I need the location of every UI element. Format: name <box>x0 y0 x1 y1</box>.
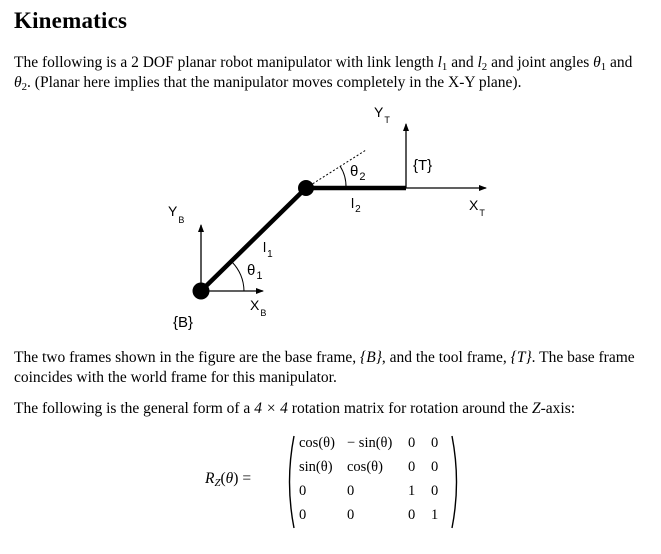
var-l2-sub: 2 <box>481 61 488 73</box>
matrix-cell: 1 <box>431 507 439 523</box>
matrix-cell: 0 <box>347 507 355 523</box>
rotation-matrix-equation <box>205 434 465 530</box>
link2-label: $l_2$ <box>351 195 361 215</box>
frame-b-ref: {B} <box>360 349 382 366</box>
matrix-dimension: 4 × 4 <box>254 400 288 417</box>
frames-text-2: , and the tool frame, <box>381 349 511 366</box>
matrix-cell: sin(θ) <box>299 459 333 475</box>
matrix-cell: 0 <box>299 483 307 499</box>
tool-frame-label: {T} <box>413 157 433 174</box>
var-theta2-sub: 2 <box>21 81 28 93</box>
var-l1-sub: 1 <box>441 61 448 73</box>
matrix-cell: 0 <box>408 507 416 523</box>
rotation-text-2: rotation matrix for rotation around the <box>287 400 532 417</box>
matrix-cell: 0 <box>431 459 439 475</box>
intro-text-5: . (Planar here implies that the manipulator moves completely in the X-Y plane). <box>27 74 522 91</box>
var-theta1: θ <box>593 54 601 71</box>
frames-text-1: The two frames shown in the figure are the base frame, <box>14 349 361 366</box>
matrix-cell: cos(θ) <box>347 459 383 475</box>
rotation-matrix <box>285 434 461 530</box>
intro-text-4: and <box>606 54 633 71</box>
matrix-cell: 0 <box>299 507 307 523</box>
link1-label: $l_1$ <box>263 239 273 260</box>
theta2-label: $\theta_2$ <box>350 163 366 183</box>
matrix-cell: 0 <box>408 459 416 475</box>
intro-text-3: and joint angles <box>487 54 594 71</box>
theta1-arc <box>232 262 244 291</box>
frames-paragraph <box>14 348 648 388</box>
var-l1: l <box>437 54 442 71</box>
frame-t-ref: {T} <box>510 349 532 366</box>
matrix-cell: 0 <box>347 483 355 499</box>
matrix-cell: 0 <box>408 435 416 451</box>
matrix-cell: − sin(θ) <box>347 435 393 451</box>
axis-ref: Z <box>531 400 541 417</box>
rotation-text-1: The following is the general form of a <box>14 400 255 417</box>
tool-y-label: $Y_T$ <box>374 104 390 125</box>
base-frame-label: {B} <box>173 314 194 331</box>
theta1-label: $\theta_1$ <box>247 262 263 282</box>
theta2-arc <box>340 166 346 188</box>
frames-text-3: . The base frame coincides with the world frame for this manipulator. <box>14 349 635 386</box>
matrix-cell: 0 <box>431 483 439 499</box>
matrix-label: $R_Z(\theta)$ = <box>205 470 252 489</box>
base-y-label: $Y_B$ <box>168 203 185 225</box>
matrix-cell: cos(θ) <box>299 435 335 451</box>
page-title: Kinematics <box>14 8 128 33</box>
intro-text-1: The following is a 2 DOF planar robot manipulator with link length <box>14 54 438 71</box>
matrix-cell: 1 <box>408 483 416 499</box>
var-l2: l <box>477 54 482 71</box>
matrix-cell: 0 <box>431 435 439 451</box>
base-x-label: $X_B$ <box>250 297 267 318</box>
rotation-text-3: -axis: <box>540 400 576 417</box>
tool-x-label: $X_T$ <box>469 197 485 218</box>
base-joint <box>193 283 210 300</box>
rotation-paragraph <box>14 399 648 419</box>
var-theta2: θ <box>14 74 22 91</box>
var-theta1-sub: 1 <box>600 61 607 73</box>
elbow-joint <box>298 180 314 196</box>
intro-text-2: and <box>447 54 478 71</box>
